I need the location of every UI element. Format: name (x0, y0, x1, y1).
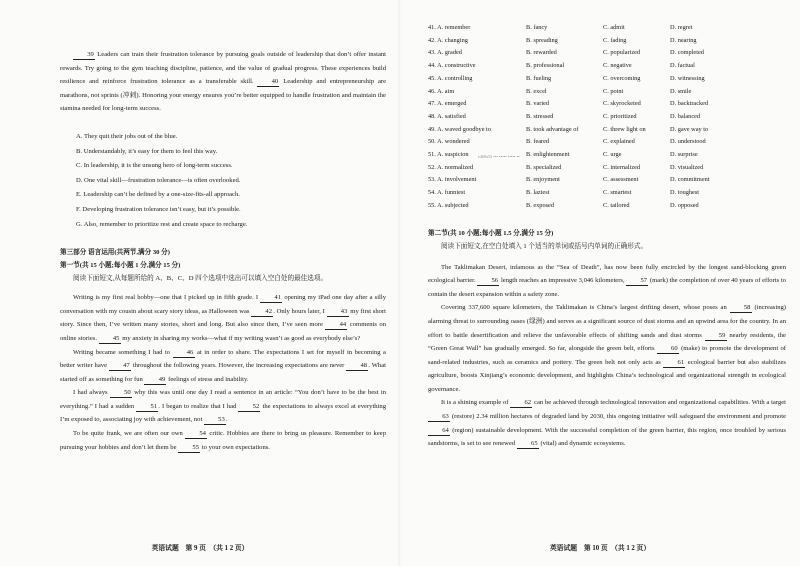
mcq-option[interactable]: 44. A. constructive (428, 62, 476, 70)
mcq-options-table (428, 22, 786, 213)
blank-40[interactable]: 40 (257, 77, 279, 87)
blank-55[interactable]: 55 (178, 443, 200, 453)
blank-54[interactable]: 54 (185, 429, 207, 439)
mcq-option[interactable]: B. varied (526, 100, 550, 108)
section3-title: 第三部分 语言运用(共两节,满分 30 分) (60, 249, 170, 257)
mcq-row (428, 174, 786, 187)
mcq-option[interactable]: D. gave way to (670, 125, 709, 133)
mcq-option[interactable]: D. surprise (670, 151, 698, 159)
mcq-row (428, 111, 786, 124)
story-paragraph-4: To be quite frank, we are often our own 54 critic. Hobbies are there to bring us pleasure. Remember to keep pursuing your hobbies and don’t let them be 55 to your own expectations. (60, 430, 386, 451)
story-paragraph-3: I had always 50 why this was until one day I read a sentence in an article: “You don’t have to be the best in everything.” I had a sudden 51. I began to realize that I had 52 the expectations to always excel at everything I’m exposed to, associating joy with achievement, not 53. (60, 389, 387, 424)
mcq-option[interactable]: B. rewarded (526, 49, 557, 57)
mcq-option[interactable]: C. negative (603, 62, 632, 70)
story-paragraph-1: Writing is my first real hobby—one that I picked up in fifth grade. I 41 opening my iPad one day after a silly conversation with my cousin about scary story ideas, as Halloween was 42. Only hours later, I 43 my first short story. Since then, I’ve written many stories, short and long. But also since then, I’ve seen more 44 comments on online stories. 45 my anxiety in sharing my works—what if my writing wasn’t as good as everybody else’s? (60, 294, 387, 342)
blank-48[interactable]: 48 (346, 361, 368, 371)
mcq-option[interactable]: 48. A. satisfied (428, 112, 466, 120)
mcq-row (428, 22, 786, 35)
mcq-option[interactable]: D. completed (670, 49, 704, 57)
blank-59[interactable]: 59 (705, 331, 727, 341)
mcq-row (428, 60, 786, 73)
blank-43[interactable]: 43 (327, 307, 349, 317)
blank-64[interactable]: 64 (428, 426, 450, 436)
option-g: G. Also, remember to prioritize rest and create space to recharge. (76, 220, 248, 228)
blank-47[interactable]: 47 (109, 361, 131, 371)
mcq-option[interactable]: D. regret (670, 24, 693, 31)
blank-42[interactable]: 42 (251, 307, 273, 317)
mcq-option[interactable]: D. factual (670, 62, 695, 70)
mcq-option[interactable]: C. point (603, 87, 624, 95)
blank-41[interactable]: 41 (260, 293, 282, 303)
section2-title: 第二节(共 10 小题;每小题 1.5 分,满分 15 分) (428, 229, 554, 237)
blank-60[interactable]: 60 (657, 344, 679, 354)
mcq-row (428, 187, 786, 200)
mcq-option[interactable]: C. smartest (603, 189, 632, 197)
mcq-row (428, 86, 786, 99)
blank-65[interactable]: 65 (517, 439, 539, 449)
mcq-option[interactable]: B. spreading (526, 36, 558, 44)
option-e: E. Leadership can’t be defined by a one-size-fits-all approach. (76, 191, 240, 199)
mcq-option[interactable]: B. excel (526, 87, 547, 95)
desert-paragraph-2: Covering 337,600 square kilometers, the Taklimakan is China’s largest drifting desert, whose poses an 58 (increasing) alarming threat to surrounding oases (绿洲) and serves as a significant source of dust storms and an upwind area for the country. In an effort to battle desertification and relieve the unfavorable effects of shifting sands and dust storms 59 nearby residents, the “Green Great Wall” has gradually emerged. So far, alongside the green belt, efforts 60 (make) to promote the development of sand-related industries, such as ceramics and pottery. The green belt not only acts as 61 ecological barrier but also stabilizes agriculture, boosts Xinjiang’s economic development, and highlights China’s technological and organizational strength in ecological governance. (428, 304, 786, 393)
mcq-option[interactable]: C. fading (603, 36, 627, 44)
option-d: D. One vital skill—frustration tolerance—is often overlooked. (76, 176, 241, 184)
mcq-option[interactable]: D. witnessing (670, 74, 705, 82)
right-page (400, 0, 800, 566)
blank-63[interactable]: 63 (428, 412, 450, 422)
mcq-option[interactable]: 55. A. subjected (428, 201, 469, 209)
section3-instructions: 阅读下面短文,从每题所给的 A、B、C、D 四个选项中选出可以填入空白处的最佳选项。 (73, 275, 328, 283)
blank-50[interactable]: 50 (110, 388, 132, 398)
paragraph-leaders: 39 Leaders can train their frustration tolerance by pursuing goals outside of leadership that don’t offer instant rewards. Try going to the gym teaching discipline, patience, and the value of gradual progress. These experiences build resilience and reinforce frustration tolerance as a transferable skill. 40 Leadership and entrepreneurship are marathons, not sprints (冲刺). Honoring your energy ensures you’re better equipped to handle frustration and maintain the stamina needed for long-term success. (60, 51, 386, 113)
mcq-option[interactable]: 52. A. normalized (428, 163, 474, 171)
mcq-option[interactable]: B. fancy (526, 24, 548, 31)
mcq-row (428, 200, 786, 213)
mcq-option[interactable]: C. assessment (603, 176, 639, 184)
blank-39[interactable]: 39 (73, 50, 95, 60)
blank-62[interactable]: 62 (510, 398, 532, 408)
mcq-option[interactable]: 46. A. aim (428, 87, 455, 95)
desert-paragraph-3: It is a shining example of 62 can be achieved through technological innovation and organizational capabilities. With a target 63 (restore) 2.34 million hectares of degraded land by 2030, this ongoing initiative will safeguard the environment and promote 64 (region) sustainable development. With the successful completion of the green barrier, this region, once troubled by serious sandstorms, is set to see renewed 65 (vital) and dynamic ecosystems. (428, 399, 786, 448)
mcq-option[interactable]: D. understood (670, 138, 706, 146)
mcq-option[interactable]: B. fueling (526, 74, 552, 82)
mcq-option[interactable]: C. overcoming (603, 74, 641, 82)
blank-49[interactable]: 49 (144, 375, 166, 385)
option-c: C. In leadership, it is the unsung hero of long-term success. (76, 162, 233, 170)
mcq-option[interactable]: 47. A. emerged (428, 100, 467, 108)
option-a: A. They quit their jobs out of the blue. (76, 132, 178, 140)
section2-instructions: 阅读下面短文,在空白处填入 1 个适当的单词或括号内单词的正确形式。 (441, 242, 648, 250)
mcq-option[interactable]: C. skyrocketed (603, 100, 641, 108)
blank-44[interactable]: 44 (325, 320, 347, 330)
mcq-option[interactable]: 50. A. wondered (428, 138, 470, 146)
mcq-option[interactable]: B. took advantage of (526, 125, 579, 133)
mcq-option[interactable]: B. professional (526, 62, 565, 70)
scan-watermark-note: e4b9a53 ••• ••••• ••••• •• (478, 155, 520, 159)
blank-45[interactable]: 45 (99, 334, 121, 344)
mcq-row (428, 162, 786, 175)
mcq-option[interactable]: 41. A. remember (428, 24, 471, 31)
mcq-option[interactable]: C. admit (603, 24, 625, 31)
mcq-option[interactable]: C. tailored (603, 201, 630, 209)
mcq-option[interactable]: B. exposed (526, 201, 554, 209)
desert-paragraph-1: The Taklimakan Desert, infamous as the “Sea of Death”, has now been fully encircled by the longest sand-blocking green ecological barrier. 56 length reaches an impressive 3,046 kilometers, 57 (mark) the completion of over 40 years of efforts to contain the desert expansion within a safety zone. (428, 263, 786, 298)
mcq-option[interactable]: D. smile (670, 87, 692, 95)
blank-56[interactable]: 56 (477, 276, 499, 286)
mcq-option[interactable]: C. explained (603, 138, 635, 146)
mcq-option[interactable]: 51. A. suspicion (428, 151, 469, 159)
mcq-option[interactable]: C. internalized (603, 163, 641, 171)
mcq-option[interactable]: D. backtracked (670, 100, 709, 108)
mcq-option[interactable]: D. balanced (670, 112, 701, 120)
mcq-option[interactable]: B. enlightenment (526, 151, 570, 159)
story-paragraph-2: Writing became something I had to 46 at in order to share. The expectations I set for myself in becoming a better writer have 47 throughout the following years. However, the increasing expectations are never 48. What started off as something for fun 49 feelings of stress and inability. (60, 348, 386, 383)
mcq-row (428, 35, 786, 48)
mcq-option[interactable]: D. visualized (670, 163, 704, 171)
mcq-option[interactable]: D. commitment (670, 176, 710, 184)
mcq-option[interactable]: D. nearing (670, 36, 697, 44)
mcq-row (428, 47, 786, 60)
mcq-option[interactable]: B. enjoyment (526, 176, 560, 184)
mcq-option[interactable]: B. specialized (526, 163, 562, 171)
mcq-option[interactable]: C. prioritized (603, 112, 637, 120)
mcq-option[interactable]: 49. A. waved goodbye to (428, 125, 491, 133)
mcq-option[interactable]: C. threw light on (603, 125, 646, 133)
mcq-option[interactable]: 42. A. changing (428, 36, 468, 44)
option-f: F. Developing frustration tolerance isn’t easy, but it’s possible. (76, 205, 241, 213)
blank-58[interactable]: 58 (730, 303, 752, 313)
blank-61[interactable]: 61 (663, 358, 685, 368)
mcq-row (428, 124, 786, 137)
mcq-option[interactable]: D. toughest (670, 189, 700, 197)
mcq-option[interactable]: B. laziest (526, 189, 550, 197)
mcq-option[interactable]: 53. A. involvement (428, 176, 477, 184)
blank-52[interactable]: 52 (238, 402, 260, 412)
blank-53[interactable]: 53 (204, 415, 226, 425)
option-b: B. Understandably, it’s easy for them to feel this way. (76, 147, 218, 155)
mcq-option[interactable]: D. opposed (670, 201, 699, 209)
mcq-option[interactable]: 43. A. graded (428, 49, 462, 57)
page-footer-9: 英语试题 第 9 页 （共 1 2 页） (151, 545, 249, 552)
blank-46[interactable]: 46 (173, 348, 195, 358)
blank-51[interactable]: 51 (136, 402, 158, 412)
mcq-option[interactable]: C. urge (603, 151, 622, 159)
mcq-option[interactable]: 45. A. controlling (428, 74, 473, 82)
mcq-option[interactable]: C. popularized (603, 49, 641, 57)
mcq-row (428, 73, 786, 86)
seven-choice-options (76, 130, 386, 232)
mcq-option[interactable]: B. feared (526, 138, 550, 146)
mcq-row (428, 136, 786, 149)
mcq-option[interactable]: B. stressed (526, 112, 554, 120)
mcq-option[interactable]: 54. A. funniest (428, 189, 466, 197)
section3-subtitle: 第一节(共 15 小题;每小题 1 分,满分 15 分) (60, 262, 181, 270)
blank-57[interactable]: 57 (626, 276, 648, 286)
mcq-row (428, 98, 786, 111)
page-footer-10: 英语试题 第 10 页 （共 1 2 页） (549, 545, 651, 552)
